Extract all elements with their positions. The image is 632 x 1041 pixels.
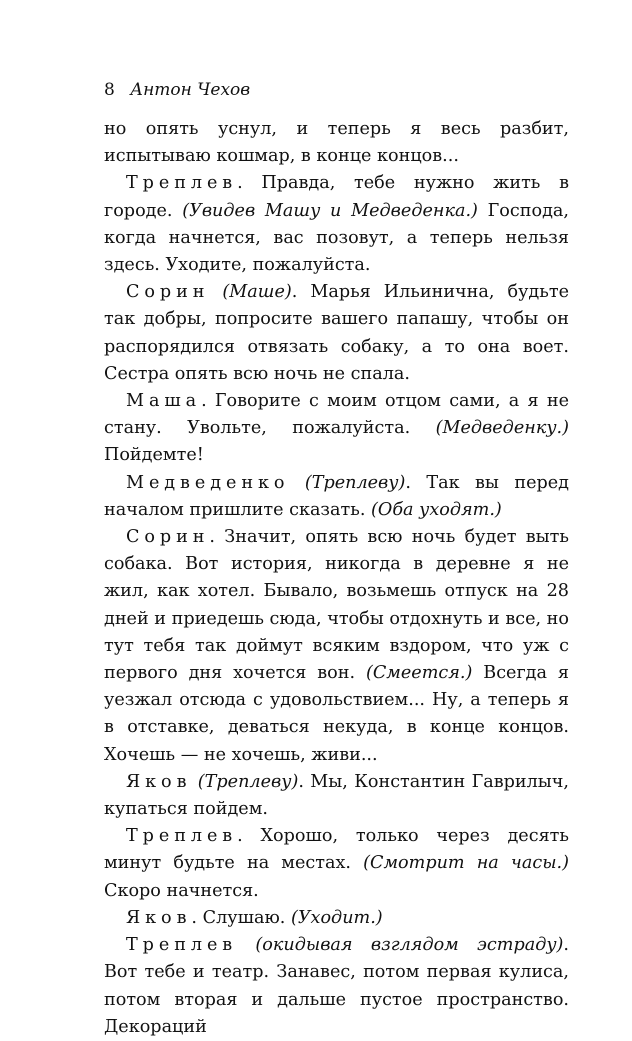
- dialogue-paragraph: [104, 823, 569, 905]
- character-name: Яков: [126, 771, 192, 792]
- speech-text: . Говорите с моим отцом сами, а я не стану. Увольте, пожалуйста.: [104, 391, 569, 439]
- speech-text: . Значит, опять всю ночь будет выть собака. Вот история, никогда в деревне я не жил, как хотел. Бывало, возьмешь отпуск на 28 дней и приедешь сюда, чтобы отдохнуть и все, но тут тебя так доймут всяким вздором, что уж с первого дня хочется вон.: [104, 527, 569, 684]
- stage-direction: (окидывая взглядом эстраду): [255, 935, 564, 956]
- speech-text: . Хорошо, только через десять минут будьте на местах.: [104, 826, 569, 874]
- page-number: 8: [104, 80, 115, 100]
- character-name: Яков: [126, 907, 192, 928]
- dialogue-paragraph: [104, 279, 569, 388]
- dialogue-paragraph: [104, 116, 569, 170]
- stage-direction: (Медведенку.): [435, 418, 569, 439]
- speech-text: . Так вы перед началом пришлите сказать.: [104, 472, 569, 520]
- stage-direction: (Маше): [222, 282, 292, 303]
- speech-text: Скоро начнется.: [104, 880, 259, 901]
- dialogue-paragraph: [104, 524, 569, 769]
- dialogue-paragraph: [104, 769, 569, 823]
- dialogue-paragraph: [104, 932, 569, 1041]
- dialogue-paragraph: [104, 470, 569, 524]
- running-head: [104, 78, 250, 102]
- stage-direction: (Увидев Машу и Медведенка.): [182, 200, 478, 221]
- stage-direction: (Треплеву): [304, 472, 406, 493]
- dialogue-paragraph: [104, 170, 569, 279]
- character-name: Сорин: [126, 527, 210, 548]
- speech-text: . Правда, тебе нужно жить в городе.: [104, 173, 569, 221]
- character-name: Сорин: [126, 282, 210, 303]
- stage-direction: (Смеется.): [365, 663, 473, 684]
- stage-direction: (Оба уходят.): [371, 499, 502, 520]
- dialogue-paragraph: [104, 905, 569, 932]
- stage-direction: (Смотрит на часы.): [363, 853, 569, 874]
- speech-text: . Марья Ильинична, будьте так добры, попросите вашего папашу, чтобы он распорядился отвязать собаку, а то она воет. Сестра опять всю ночь не спала.: [104, 282, 569, 384]
- play-text: [104, 116, 569, 1041]
- running-head-author: Антон Чехов: [130, 80, 251, 100]
- speech-text: . Слушаю.: [191, 907, 291, 928]
- character-name: Треплев: [126, 173, 238, 194]
- character-name: Маша: [126, 391, 202, 412]
- speech-text: . Вот тебе и театр. Занавес, потом первая кулиса, потом вторая и дальше пустое пространство. Декораций: [104, 935, 570, 1037]
- character-name: Медведенко: [126, 472, 290, 493]
- speech-text: Господа, когда начнется, вас позовут, а теперь нельзя здесь. Уходите, пожалуйста.: [104, 200, 569, 276]
- speech-text: Всегда я уезжал отсюда с удовольствием... Ну, а теперь я в отставке, деваться некуда, в конце концов. Хочешь — не хочешь, живи...: [104, 663, 569, 765]
- stage-direction: (Треплеву): [197, 771, 299, 792]
- character-name: Треплев: [126, 935, 238, 956]
- speech-text: Пойдемте!: [104, 445, 204, 466]
- stage-direction: (Уходит.): [290, 907, 383, 928]
- speech-text: но опять уснул, и теперь я весь разбит, испытываю кошмар, в конце концов...: [104, 119, 569, 167]
- speech-text: . Мы, Константин Гаврилыч, купаться пойдем.: [104, 771, 569, 820]
- character-name: Треплев: [126, 826, 238, 847]
- dialogue-paragraph: [104, 388, 569, 470]
